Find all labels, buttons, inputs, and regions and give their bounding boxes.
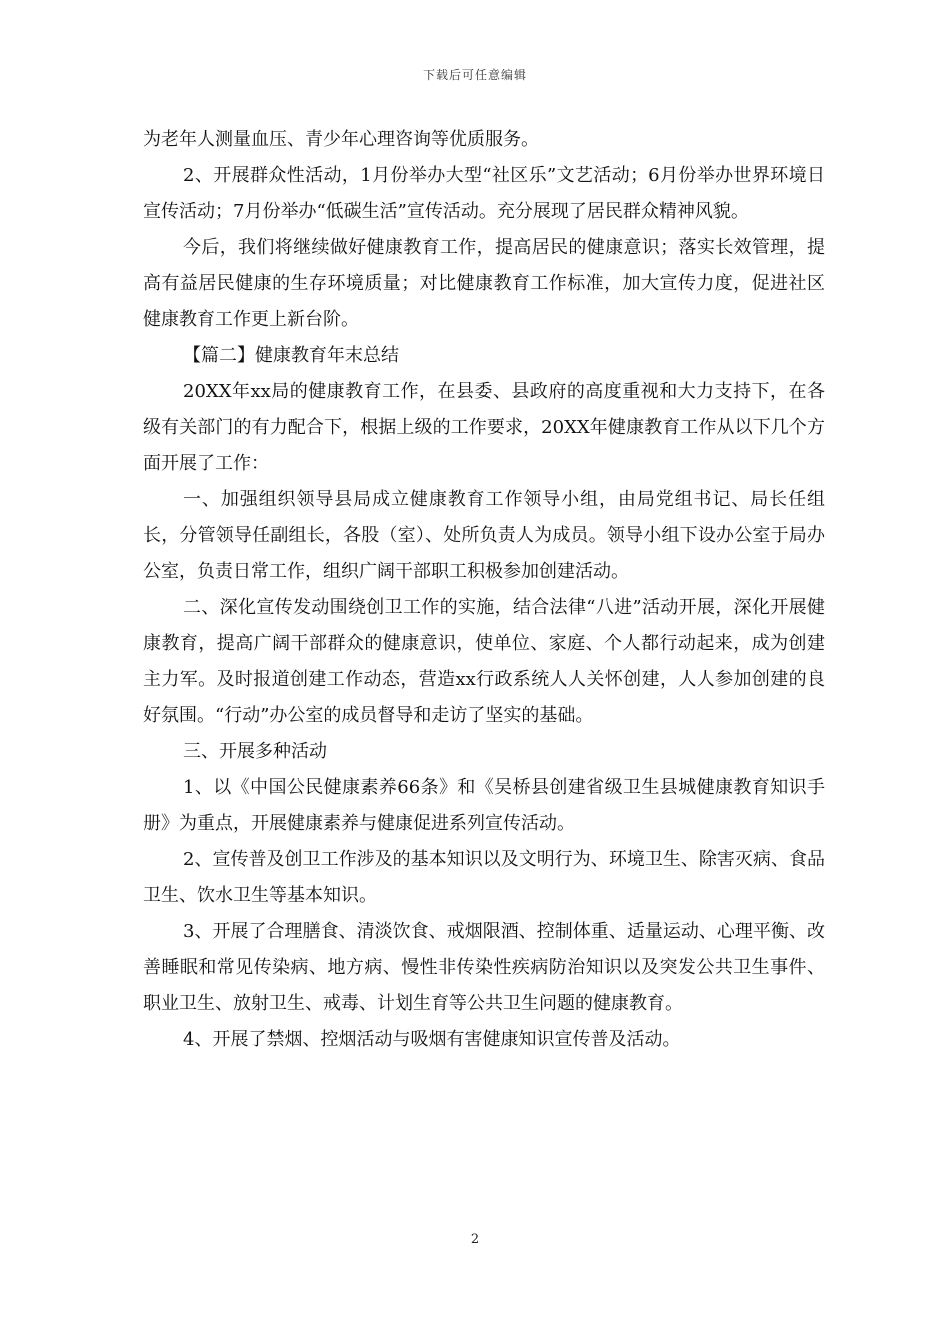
- paragraph-activities-heading: 三、开展多种活动: [183, 741, 327, 762]
- section-title-part-two: 【篇二】健康教育年末总结: [183, 345, 399, 366]
- paragraph-intro: 20XX年xx局的健康教育工作，在县委、县政府的高度重视和大力支持下，在各级有关部门的有力配合下，根据上级的工作要求，20XX年健康教育工作从以下几个方面开展了工作：: [143, 381, 825, 474]
- paragraph-leadership: 一、加强组织领导县局成立健康教育工作领导小组，由局党组书记、局长任组长，分管领导任副组长，各股（室）、处所负责人为成员。领导小组下设办公室于局办公室，负责日常工作，组织广阔干部职工积极参加创建活动。: [143, 489, 825, 582]
- paragraph-publicity: 二、深化宣传发动围绕创卫工作的实施，结合法律“八进”活动开展，深化开展健康教育，提高广阔干部群众的健康意识，使单位、家庭、个人都行动起来，成为创建主力军。及时报道创建工作动态，营造xx行政系统人人关怀创建，人人参加创建的良好氛围。“行动”办公室的成员督导和走访了坚实的基础。: [143, 597, 825, 726]
- paragraph-activity-3: 3、开展了合理膳食、清淡饮食、戒烟限酒、控制体重、适量运动、心理平衡、改善睡眠和常见传染病、地方病、慢性非传染性疾病防治知识以及突发公共卫生事件、职业卫生、放射卫生、戒毒、计划生育等公共卫生问题的健康教育。: [143, 921, 825, 1014]
- document-body: [143, 122, 825, 1058]
- paragraph-services: 为老年人测量血压、青少年心理咨询等优质服务。: [143, 129, 539, 150]
- page-number: 2: [470, 1232, 480, 1247]
- paragraph-activity-4: 4、开展了禁烟、控烟活动与吸烟有害健康知识宣传普及活动。: [183, 1029, 681, 1050]
- paragraph-future-plans: 今后，我们将继续做好健康教育工作，提高居民的健康意识；落实长效管理，提高有益居民健康的生存环境质量；对比健康教育工作标准，加大宣传力度，促进社区健康教育工作更上新台阶。: [143, 237, 825, 330]
- paragraph-activity-2: 2、宣传普及创卫工作涉及的基本知识以及文明行为、环境卫生、除害灭病、食品卫生、饮水卫生等基本知识。: [143, 849, 825, 906]
- paragraph-mass-activities: 2、开展群众性活动，1月份举办大型“社区乐”文艺活动；6月份举办世界环境日宣传活动；7月份举办“低碳生活”宣传活动。充分展现了居民群众精神风貌。: [143, 165, 825, 222]
- page-header: 下载后可任意编辑: [422, 68, 527, 82]
- paragraph-activity-1: 1、以《中国公民健康素养66条》和《吴桥县创建省级卫生县城健康教育知识手册》为重点，开展健康素养与健康促进系列宣传活动。: [143, 777, 825, 834]
